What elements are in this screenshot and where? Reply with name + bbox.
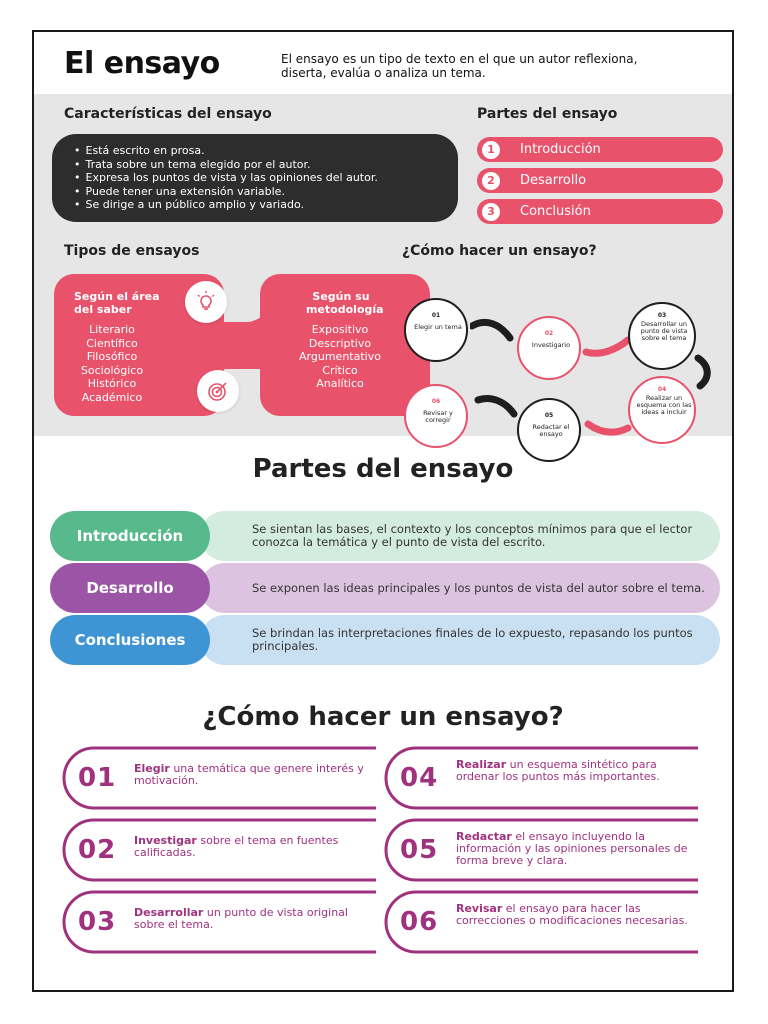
how-step-verb: Investigar xyxy=(134,834,197,847)
step-number: 05 xyxy=(544,412,554,419)
type-item: Argumentativo xyxy=(299,350,381,363)
target-icon xyxy=(197,370,239,412)
part-row-desarrollo xyxy=(50,563,720,613)
connector-1-2 xyxy=(470,318,514,342)
part-description: Se brindan las interpretaciones finales de lo expuesto, repasando los puntos principales. xyxy=(200,615,720,665)
characteristics-box xyxy=(52,134,458,222)
type-item: Sociológico xyxy=(80,363,144,377)
part-row-conclusiones xyxy=(50,615,720,665)
step-text: Desarrollar un punto de vista sobre el tema xyxy=(640,320,688,342)
type-card-title xyxy=(74,290,160,316)
how-step-verb: Desarrollar xyxy=(134,906,204,919)
how-step-verb: Elegir xyxy=(134,762,170,775)
step-number: 01 xyxy=(431,312,441,319)
how-step-text xyxy=(456,903,688,927)
how-step-number: 06 xyxy=(400,907,439,937)
step-text: Redactar el ensayo xyxy=(532,423,570,438)
how-step-03 xyxy=(54,889,376,955)
step-number: 04 xyxy=(657,386,667,393)
how-step-verb: Revisar xyxy=(456,902,503,915)
how-step-text xyxy=(134,907,366,931)
type-item: Descriptivo xyxy=(308,336,372,350)
connector-3-4 xyxy=(692,354,716,390)
parts-summary-heading: Partes del ensayo xyxy=(477,106,618,122)
type-item: Científico xyxy=(86,336,138,350)
type-item: Filosófico xyxy=(86,350,138,363)
step-text: Elegir un tema xyxy=(414,323,462,331)
type-title-line: metodología xyxy=(306,303,384,316)
part-number: 2 xyxy=(482,172,500,190)
type-item: Académico xyxy=(81,390,143,404)
part-tag: Desarrollo xyxy=(50,563,210,613)
step-circle-5 xyxy=(517,398,581,462)
lightbulb-icon xyxy=(185,281,227,323)
how-step-05 xyxy=(376,817,698,883)
part-label: Desarrollo xyxy=(520,173,587,188)
type-item: Crítico xyxy=(322,363,358,377)
type-card-title xyxy=(306,290,384,316)
how-step-number: 03 xyxy=(78,907,117,937)
part-tag: Conclusiones xyxy=(50,615,210,665)
how-step-rest: un esquema sintético para ordenar los puntos más importantes. xyxy=(456,758,660,783)
part-label: Introducción xyxy=(520,142,601,157)
lightbulb-icon-svg xyxy=(194,290,218,314)
part-pill-conclusion xyxy=(477,199,723,224)
type-title-line: del saber xyxy=(74,303,132,316)
how-step-verb: Redactar xyxy=(456,830,512,843)
part-description: Se sientan las bases, el contexto y los conceptos mínimos para que el lector conozca la temática y el punto de vista del escrito. xyxy=(200,511,720,561)
part-description: Se exponen las ideas principales y los puntos de vista del autor sobre el tema. xyxy=(200,563,720,613)
type-card-metodologia xyxy=(260,274,430,416)
type-item: Histórico xyxy=(87,377,137,390)
how-step-rest: el ensayo incluyendo la información y las opiniones personales de forma breve y clara. xyxy=(456,830,688,867)
how-step-number: 01 xyxy=(78,763,117,793)
how-detail-heading: ¿Cómo hacer un ensayo? xyxy=(202,702,564,732)
how-step-text xyxy=(456,831,688,867)
overview-panel xyxy=(34,94,732,436)
how-step-06 xyxy=(376,889,698,955)
how-step-text xyxy=(456,759,688,783)
type-item: Literario xyxy=(89,323,135,336)
how-step-02 xyxy=(54,817,376,883)
how-step-01 xyxy=(54,745,376,811)
type-title-line: Según el área xyxy=(74,290,160,303)
types-heading: Tipos de ensayos xyxy=(64,243,200,259)
part-number: 1 xyxy=(482,141,500,159)
step-circle-2 xyxy=(517,316,581,380)
infographic-frame xyxy=(32,30,734,992)
type-title-line: Según su xyxy=(312,290,370,303)
characteristic-item: • Puede tener una extensión variable. xyxy=(74,185,458,199)
step-text: Realizar un esquema con las ideas a incluir xyxy=(636,394,692,416)
connector-2-3 xyxy=(582,334,632,358)
characteristics-list xyxy=(74,144,458,212)
step-circle-6 xyxy=(404,384,468,448)
how-step-verb: Realizar xyxy=(456,758,507,771)
part-label: Conclusión xyxy=(520,204,591,219)
part-number: 3 xyxy=(482,203,500,221)
how-step-text xyxy=(134,835,366,859)
characteristics-heading: Características del ensayo xyxy=(64,106,272,122)
step-text: Investigario xyxy=(531,341,571,349)
step-number: 03 xyxy=(657,312,667,319)
how-step-text xyxy=(134,763,366,787)
step-number: 02 xyxy=(544,330,554,337)
how-step-number: 05 xyxy=(400,835,439,865)
how-step-04 xyxy=(376,745,698,811)
intro-text: El ensayo es un tipo de texto en el que un autor reflexiona, diserta, evalúa o analiza un tema. xyxy=(281,52,638,80)
type-item: Analítico xyxy=(316,377,364,390)
how-step-number: 04 xyxy=(400,763,439,793)
connector-4-5 xyxy=(582,414,632,438)
part-tag: Introducción xyxy=(50,511,210,561)
part-row-introduccion xyxy=(50,511,720,561)
type-list xyxy=(290,323,390,391)
how-step-number: 02 xyxy=(78,835,117,865)
how-step-rest: el ensayo para hacer las correcciones o modificaciones necesarias. xyxy=(456,902,688,927)
connector-5-6 xyxy=(474,394,518,418)
how-small-heading: ¿Cómo hacer un ensayo? xyxy=(402,243,597,259)
how-step-rest: una temática que genere interés y motivación. xyxy=(134,762,364,787)
parts-detail-heading: Partes del ensayo xyxy=(252,454,514,484)
how-step-rest: sobre el tema en fuentes calificadas. xyxy=(134,834,339,859)
step-circle-3 xyxy=(628,302,696,370)
characteristic-item: • Trata sobre un tema elegido por el autor. xyxy=(74,158,458,172)
step-number: 06 xyxy=(431,398,441,405)
step-text: Revisar y corregir xyxy=(423,409,453,424)
page-title: El ensayo xyxy=(64,46,220,81)
type-item: Expositivo xyxy=(311,323,369,336)
part-pill-desarrollo xyxy=(477,168,723,193)
step-circle-1 xyxy=(404,298,468,362)
characteristic-item: • Se dirige a un público amplio y variado. xyxy=(74,198,458,212)
characteristic-item: • Expresa los puntos de vista y las opiniones del autor. xyxy=(74,171,458,185)
step-circle-4 xyxy=(628,376,696,444)
target-icon-svg xyxy=(206,379,230,403)
part-pill-introduccion xyxy=(477,137,723,162)
type-list xyxy=(62,323,162,404)
characteristic-item: • Está escrito en prosa. xyxy=(74,144,458,158)
how-step-rest: un punto de vista original sobre el tema. xyxy=(134,906,348,931)
